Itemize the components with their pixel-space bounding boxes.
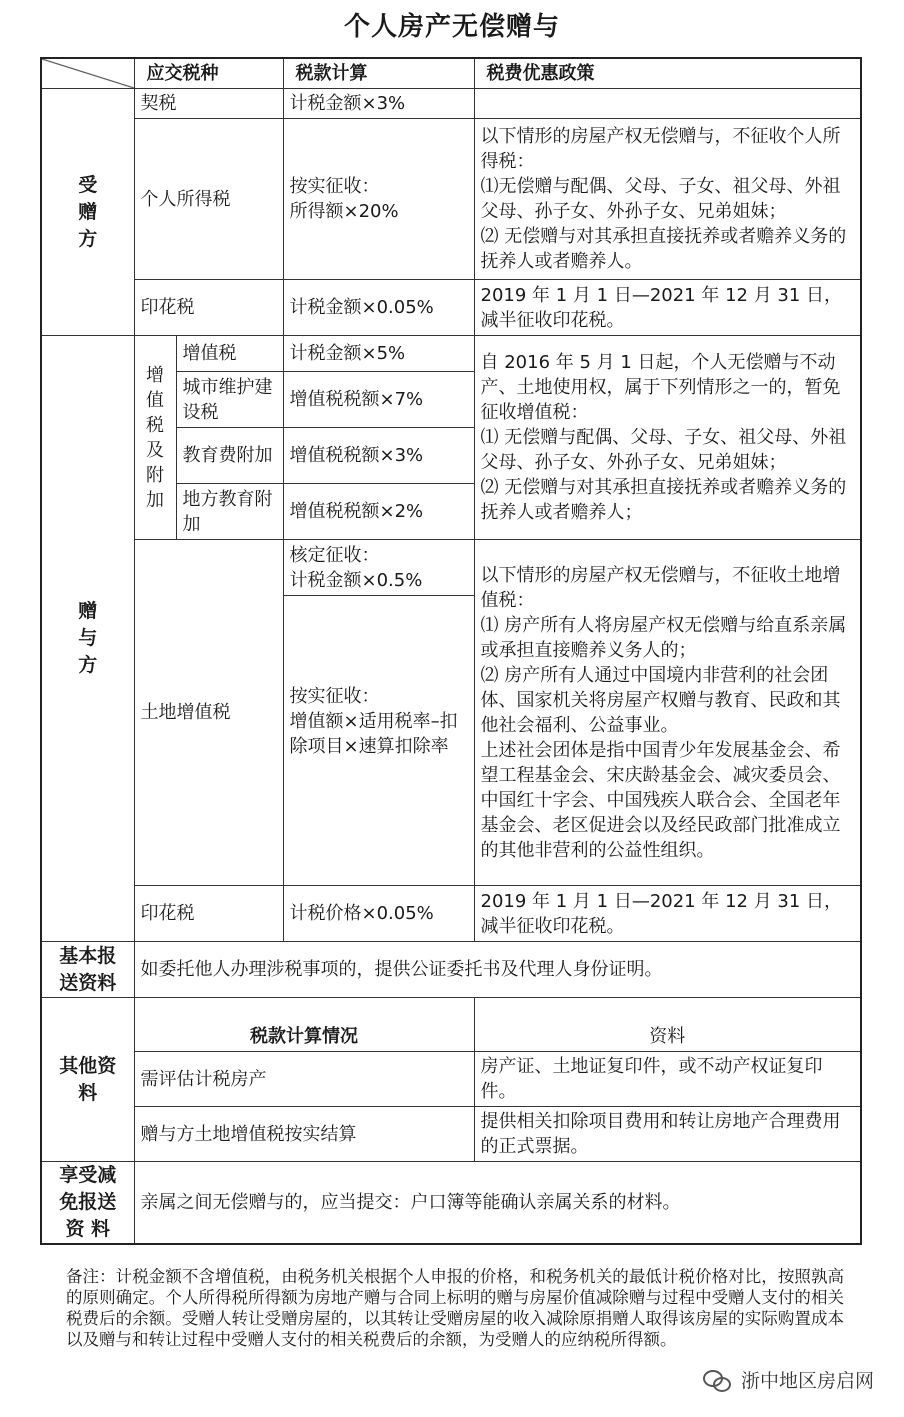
donor-stamp-tax-calc: 计税价格×0.05%: [283, 886, 474, 942]
donor-stamp-tax-policy: 2019 年 1 月 1 日—2021 年 12 月 31 日，减半征收印花税。: [474, 886, 861, 942]
vat-group-label: 增 值 税 及 附 加: [134, 336, 176, 540]
other-docs-header-material: 资料: [474, 998, 861, 1052]
land-tax-name: 土地增值税: [134, 540, 283, 886]
income-tax-calc: 按实征收： 所得额×20%: [283, 119, 474, 280]
vat-policy: 自 2016 年 5 月 1 日起，个人无偿赠与不动产、土地使用权，属于下列情形之一的，暂免征收增值税： ⑴ 无偿赠与配偶、父母、子女、祖父母、外祖父母、孙子女、外孙子女、兄弟姐妹； ⑵ 无偿赠与对其承担直接抚养或者赡养义务的抚养人或者赡养人；: [474, 336, 861, 540]
donor-label: 赠 与 方: [41, 336, 134, 942]
other-docs-situation-2: 赠与方土地增值税按实结算: [134, 1107, 474, 1162]
deed-tax-calc: 计税金额×3%: [283, 89, 474, 119]
recipient-stamp-tax-calc: 计税金额×0.05%: [283, 280, 474, 336]
recipient-label: 受 赠 方: [41, 89, 134, 336]
other-docs-material-2: 提供相关扣除项目费用和转让房地产合理费用的正式票据。: [474, 1107, 861, 1162]
other-docs-header-situation: 税款计算情况: [134, 998, 474, 1052]
recipient-stamp-tax-name: 印花税: [134, 280, 283, 336]
local-edu-calc: 增值税税额×2%: [283, 484, 474, 540]
income-tax-policy: 以下情形的房屋产权无偿赠与，不征收个人所得税： ⑴无偿赠与配偶、父母、子女、祖父母、外祖父母、孙子女、外孙子女、兄弟姐妹； ⑵ 无偿赠与对其承担直接抚养或者赡养义务的抚养人或者赡养人。: [474, 119, 861, 280]
basic-docs-text: 如委托他人办理涉税事项的，提供公证委托书及代理人身份证明。: [134, 942, 861, 998]
relief-docs-label: 享受减 免报送 资 料: [41, 1162, 134, 1245]
other-docs-situation-1: 需评估计税房产: [134, 1052, 474, 1107]
income-tax-name: 个人所得税: [134, 119, 283, 280]
tax-table: [40, 57, 862, 1245]
vat-calc: 计税金额×5%: [283, 336, 474, 372]
other-docs-label: 其他资 料: [41, 998, 134, 1162]
header-tax-type: 应交税种: [134, 58, 283, 89]
watermark: [703, 1366, 874, 1393]
deed-tax-name: 契税: [134, 89, 283, 119]
deed-tax-policy: [474, 89, 861, 119]
watermark-text: 浙中地区房启网: [740, 1370, 874, 1392]
header-policy: 税费优惠政策: [474, 58, 861, 89]
land-tax-calc-assessed: 核定征收： 计税金额×0.5%: [283, 540, 474, 596]
land-tax-policy: 以下情形的房屋产权无偿赠与，不征收土地增值税： ⑴ 房产所有人将房屋产权无偿赠与给直系亲属或承担直接赡养义务人的； ⑵ 房产所有人通过中国境内非营利的社会团体、国家机关将房屋产权赠与教育、民政和其他社会福利、公益事业。 上述社会团体是指中国青少年发展基金会、希望工程基金会、宋庆龄基金会、减灾委员会、中国红十字会、中国残疾人联合会、全国老年基金会、老区促进会以及经民政部门批准成立的其他非营利的公益性组织。: [474, 540, 861, 886]
recipient-stamp-tax-policy: 2019 年 1 月 1 日—2021 年 12 月 31 日，减半征收印花税。: [474, 280, 861, 336]
basic-docs-label: 基本报 送资料: [41, 942, 134, 998]
header-tax-calc: 税款计算: [283, 58, 474, 89]
vat-name: 增值税: [176, 336, 283, 372]
wechat-icon: [703, 1368, 733, 1392]
page-title: 个人房产无偿赠与: [343, 12, 560, 42]
local-edu-name: 地方教育附加: [176, 484, 283, 540]
city-tax-calc: 增值税税额×7%: [283, 372, 474, 428]
edu-fee-calc: 增值税税额×3%: [283, 428, 474, 484]
diagonal-header-cell: [41, 58, 134, 89]
donor-stamp-tax-name: 印花税: [134, 886, 283, 942]
city-tax-name: 城市维护建设税: [176, 372, 283, 428]
relief-docs-text: 亲属之间无偿赠与的，应当提交：户口簿等能确认亲属关系的材料。: [134, 1162, 861, 1245]
footnote: 备注：计税金额不含增值税，由税务机关根据个人申报的价格，和税务机关的最低计税价格对比，按照孰高的原则确定。个人所得税所得额为房地产赠与合同上标明的赠与房屋价值减除赠与过程中受赠人支付的相关税费后的余额。受赠人转让受赠房屋的，以其转让受赠房屋的收入减除原捐赠人取得该房屋的实际购置成本以及赠与和转让过程中受赠人支付的相关税费后的余额，为受赠人的应纳税所得额。: [66, 1267, 844, 1349]
land-tax-calc-actual: 按实征收： 增值额×适用税率–扣除项目×速算扣除率: [283, 596, 474, 886]
other-docs-material-1: 房产证、土地证复印件，或不动产权证复印件。: [474, 1052, 861, 1107]
edu-fee-name: 教育费附加: [176, 428, 283, 484]
